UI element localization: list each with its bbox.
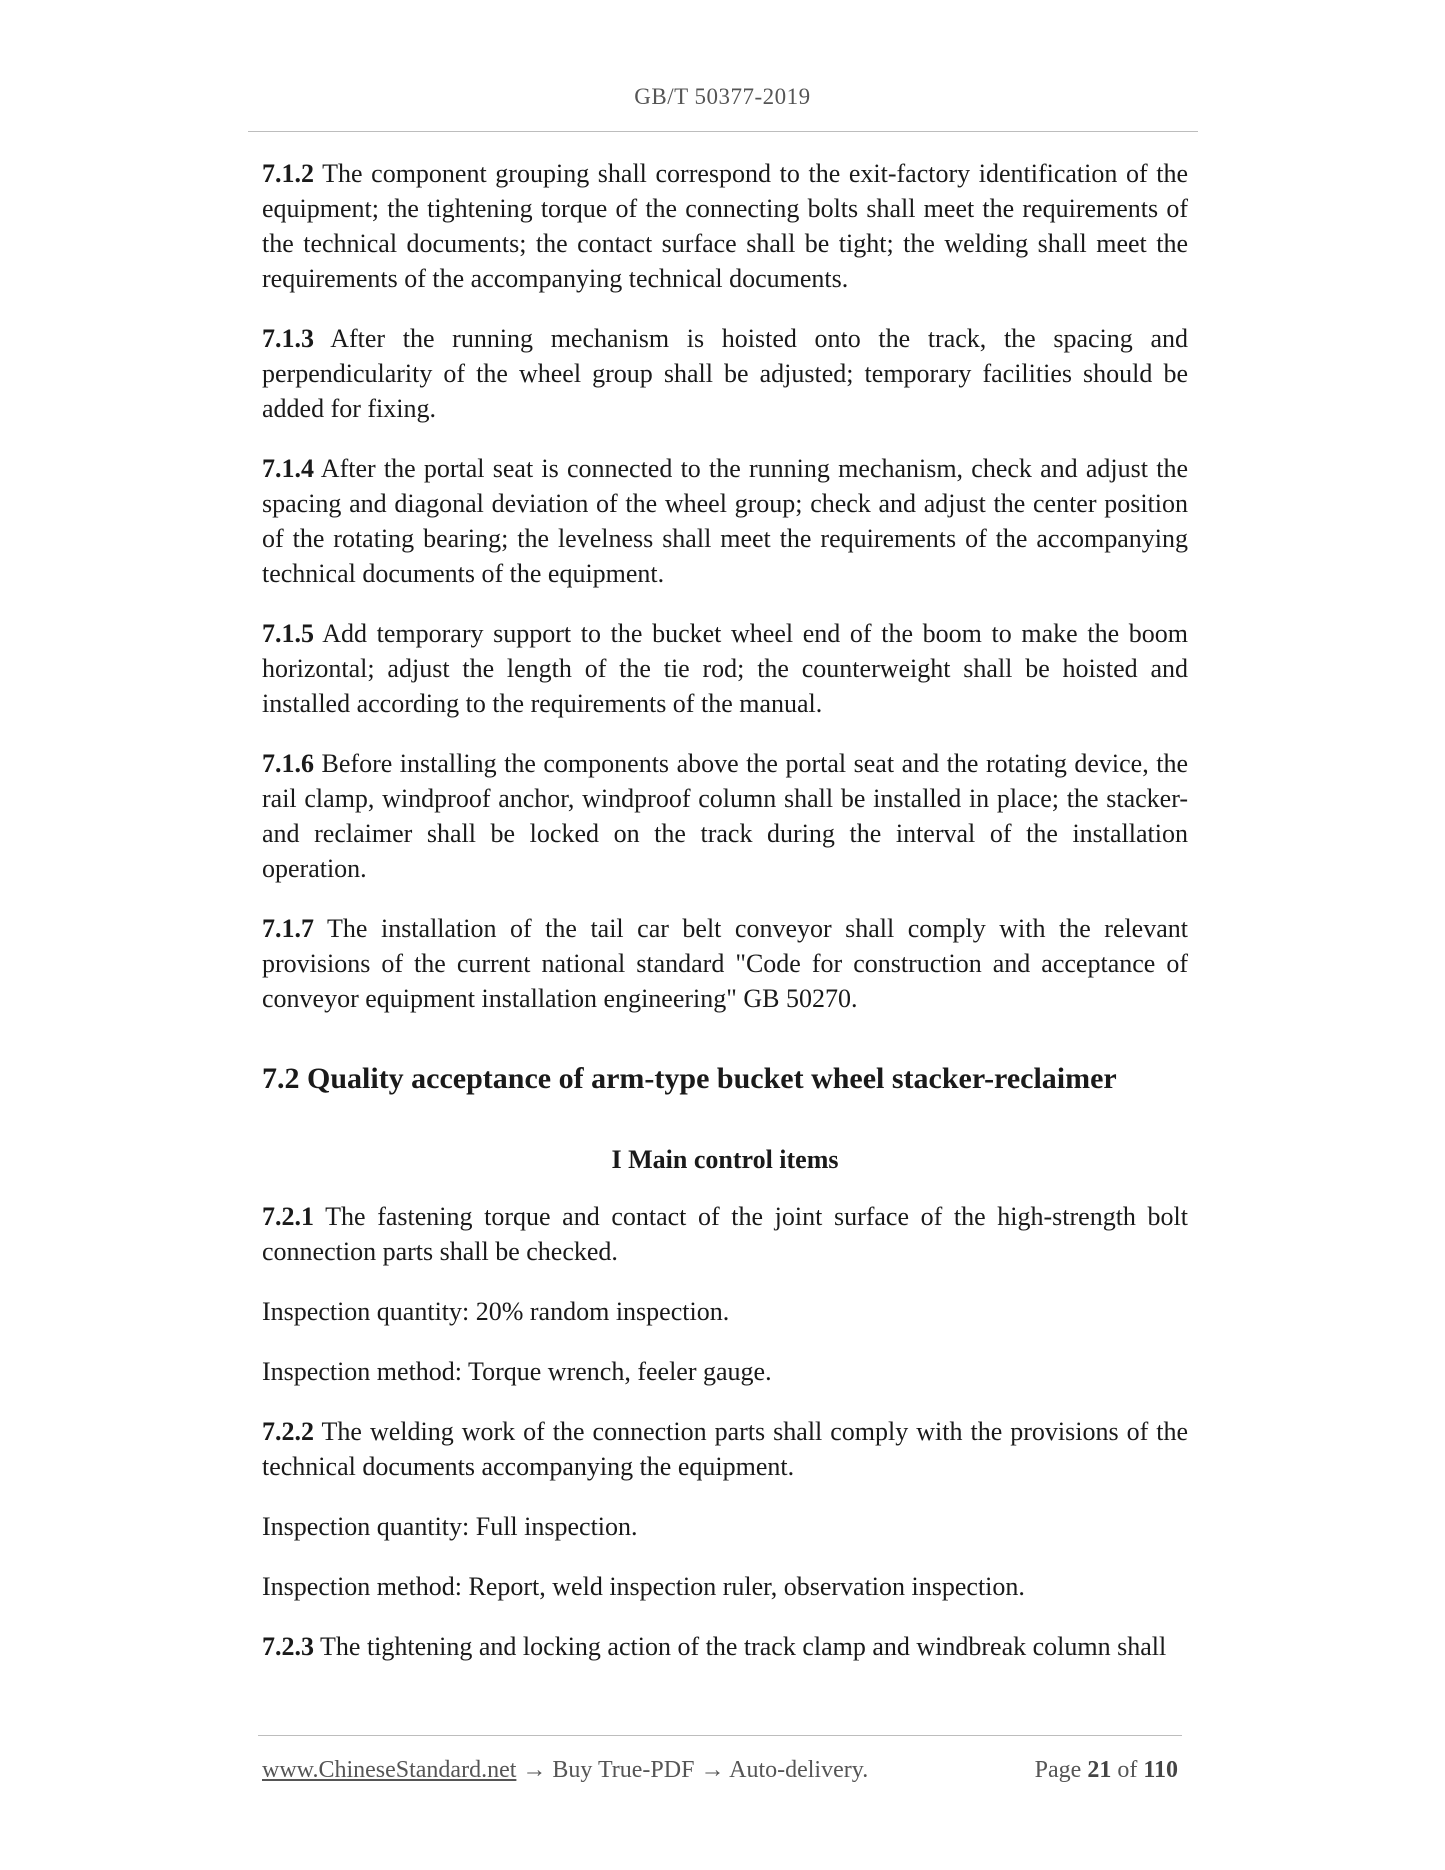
subheading-main-control-items: I Main control items xyxy=(611,1145,839,1174)
clause-number: 7.1.7 xyxy=(262,914,314,943)
clause-number: 7.2.2 xyxy=(262,1417,314,1446)
clause-text: The installation of the tail car belt conveyor shall comply with the relevant provisions of the current national standard "Code for construction and acceptance of conveyor equipment installation engineering" GB 50270. xyxy=(262,914,1188,1013)
clause-text: The welding work of the connection parts shall comply with the provisions of the technical documents accompanying the equipment. xyxy=(262,1417,1188,1481)
page-header-doc-code: GB/T 50377-2019 xyxy=(634,84,811,109)
clause-7-2-3 xyxy=(262,1629,1188,1664)
page-label: Page xyxy=(1034,1757,1082,1783)
page-indicator xyxy=(1035,1754,1178,1786)
clause-number: 7.2.3 xyxy=(262,1632,314,1661)
clause-7-2-1 xyxy=(262,1199,1188,1269)
clause-text: The tightening and locking action of the track clamp and windbreak column shall xyxy=(314,1632,1167,1661)
site-link[interactable]: www.ChineseStandard.net xyxy=(262,1757,517,1783)
clause-7-1-3 xyxy=(262,321,1188,426)
clause-text: Before installing the components above the portal seat and the rotating device, the rail clamp, windproof anchor, windproof column shall be installed in place; the stacker-and reclaimer shall be locked on the track during the interval of the installation operation. xyxy=(262,749,1188,883)
page-current: 21 xyxy=(1087,1757,1112,1783)
document-body xyxy=(262,156,1188,1689)
clause-7-1-7 xyxy=(262,911,1188,1016)
clause-number: 7.2.1 xyxy=(262,1202,314,1231)
footer-divider xyxy=(258,1735,1182,1736)
clause-7-2-2 xyxy=(262,1414,1188,1484)
inspection-quantity-7-2-1: Inspection quantity: 20% random inspection. xyxy=(262,1297,730,1326)
clause-7-1-6 xyxy=(262,746,1188,886)
clause-number: 7.1.3 xyxy=(262,324,314,353)
clause-number: 7.1.6 xyxy=(262,749,314,778)
clause-7-1-4 xyxy=(262,451,1188,591)
header-divider xyxy=(248,131,1198,132)
section-heading-7-2: 7.2 Quality acceptance of arm-type bucket wheel stacker-reclaimer xyxy=(262,1062,1117,1095)
page-of-label: of xyxy=(1117,1757,1138,1783)
clause-text: After the running mechanism is hoisted onto the track, the spacing and perpendicularity of the wheel group shall be adjusted; temporary facilities should be added for fixing. xyxy=(262,324,1188,423)
clause-7-1-5 xyxy=(262,616,1188,721)
inspection-quantity-7-2-2: Inspection quantity: Full inspection. xyxy=(262,1512,638,1541)
clause-text: The fastening torque and contact of the joint surface of the high-strength bolt connection parts shall be checked. xyxy=(262,1202,1188,1266)
clause-text: After the portal seat is connected to the running mechanism, check and adjust the spacing and diagonal deviation of the wheel group; check and adjust the center position of the rotating bearing; the levelness shall meet the requirements of the accompanying technical documents of the equipment. xyxy=(262,454,1188,588)
clause-text: Add temporary support to the bucket wheel end of the boom to make the boom horizontal; adjust the length of the tie rod; the counterweight shall be hoisted and installed according to the requirements of the manual. xyxy=(262,619,1188,718)
clause-number: 7.1.2 xyxy=(262,159,314,188)
footer-left xyxy=(262,1754,868,1786)
inspection-method-7-2-1: Inspection method: Torque wrench, feeler gauge. xyxy=(262,1357,772,1386)
clause-number: 7.1.5 xyxy=(262,619,314,648)
clause-7-1-2 xyxy=(262,156,1188,296)
footer-tagline: → Buy True-PDF → Auto-delivery. xyxy=(516,1757,869,1783)
inspection-method-7-2-2: Inspection method: Report, weld inspection ruler, observation inspection. xyxy=(262,1572,1025,1601)
page-total: 110 xyxy=(1143,1757,1178,1783)
clause-text: The component grouping shall correspond to the exit-factory identification of the equipment; the tightening torque of the connecting bolts shall meet the requirements of the technical documents; the contact surface shall be tight; the welding shall meet the requirements of the accompanying technical documents. xyxy=(262,159,1188,293)
clause-number: 7.1.4 xyxy=(262,454,314,483)
